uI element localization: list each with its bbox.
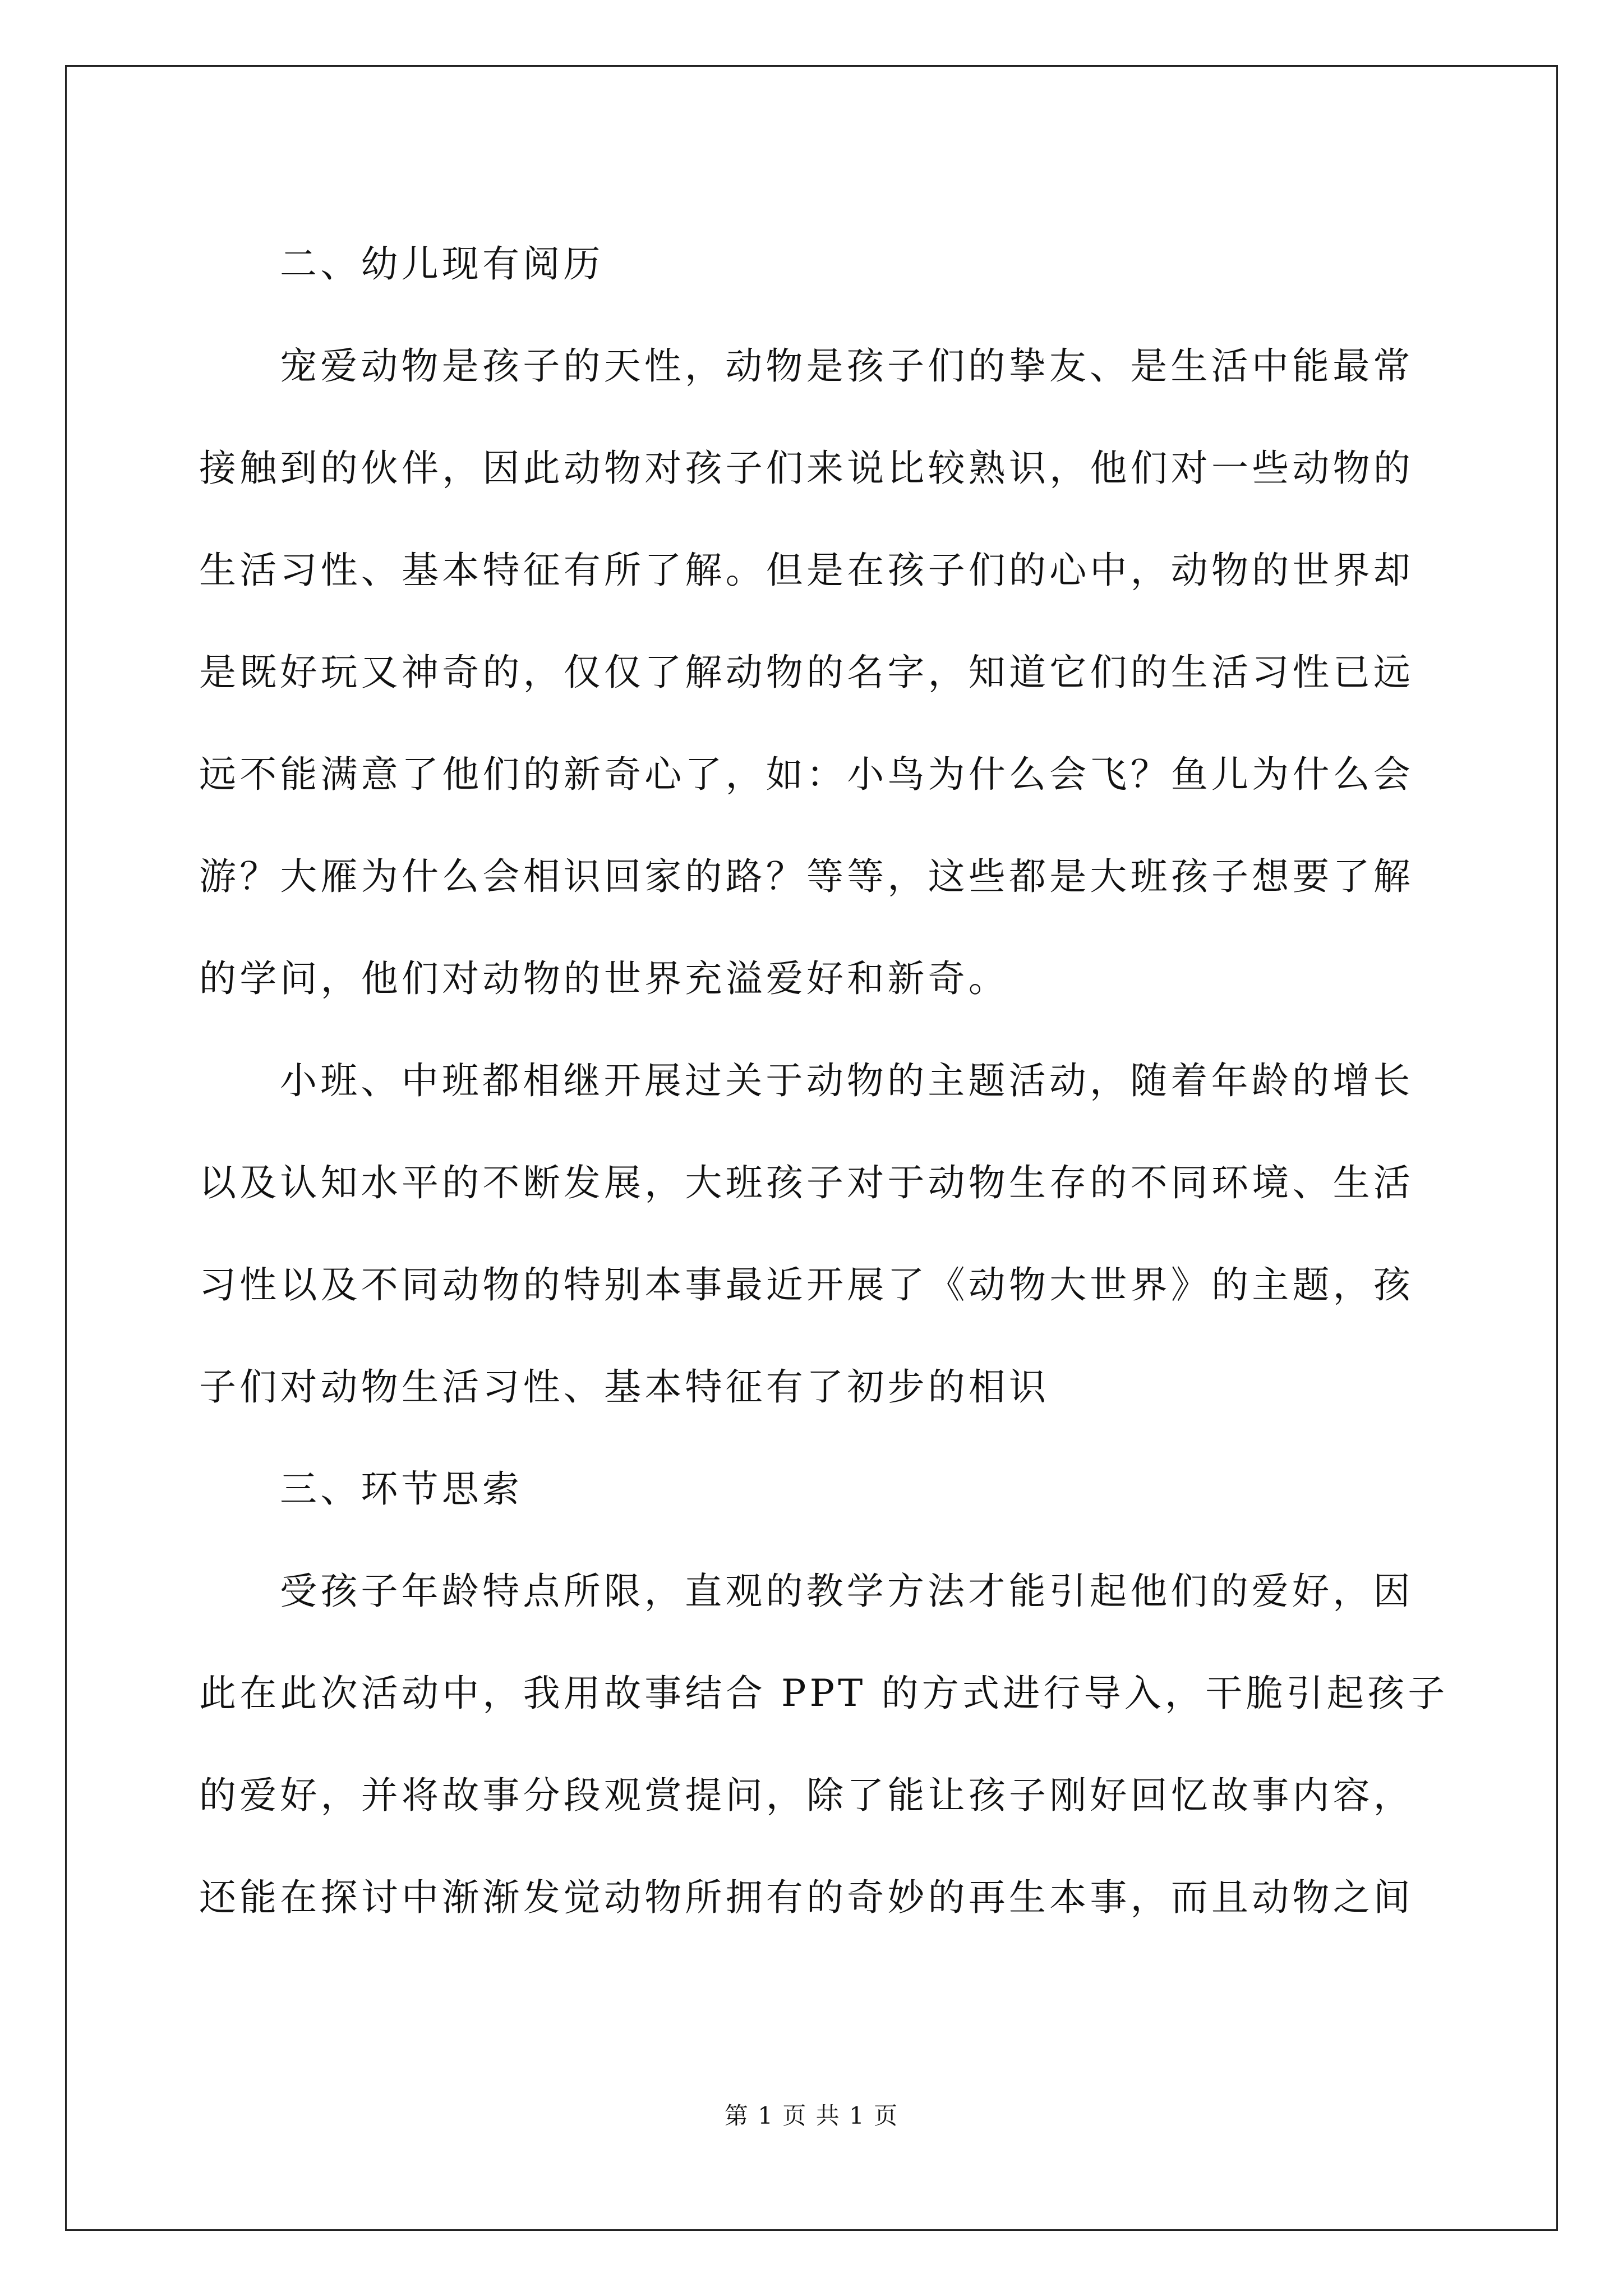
page-footer: 第 1 页 共 1 页 [724, 2102, 899, 2129]
section-heading: 二、幼儿现有阅历 [280, 242, 604, 286]
paragraph-line: 子们对动物生活习性、基本特征有了初步的相识 [199, 1365, 1050, 1409]
paragraph-line: 宠爱动物是孩子的天性，动物是孩子们的挚友、是生活中能最常 [280, 344, 1414, 388]
paragraph-line: 习性以及不同动物的特别本事最近开展了《动物大世界》的主题，孩 [199, 1263, 1414, 1306]
paragraph-line: 的爱好，并将故事分段观赏提问，除了能让孩子刚好回忆故事内容， [199, 1774, 1414, 1817]
paragraph-line: 是既好玩又神奇的，仅仅了解动物的名字，知道它们的生活习性已远 [199, 651, 1414, 694]
paragraph-line: 小班、中班都相继开展过关于动物的主题活动，随着年龄的增长 [280, 1059, 1414, 1102]
paragraph-line: 远不能满意了他们的新奇心了，如：小鸟为什么会飞？鱼儿为什么会 [199, 753, 1414, 796]
section-heading: 三、环节思索 [280, 1467, 523, 1511]
paragraph-line: 游？大雁为什么会相识回家的路？等等，这些都是大班孩子想要了解 [199, 855, 1414, 898]
paragraph-line: 以及认知水平的不断发展，大班孩子对于动物生存的不同环境、生活 [199, 1161, 1414, 1204]
document-body [199, 213, 1449, 1949]
paragraph-line: 还能在探讨中渐渐发觉动物所拥有的奇妙的再生本事，而且动物之间 [199, 1876, 1414, 1919]
paragraph-line: 的学问，他们对动物的世界充溢爱好和新奇。 [199, 957, 1009, 1000]
paragraph-line: 接触到的伙伴，因此动物对孩子们来说比较熟识，他们对一些动物的 [199, 447, 1414, 490]
paragraph-line: 受孩子年龄特点所限，直观的教学方法才能引起他们的爱好，因 [280, 1570, 1414, 1613]
paragraph-line: 生活习性、基本特征有所了解。但是在孩子们的心中，动物的世界却 [199, 549, 1414, 592]
paragraph-line: 此在此次活动中，我用故事结合 PPT 的方式进行导入，干脆引起孩子 [199, 1672, 1449, 1715]
